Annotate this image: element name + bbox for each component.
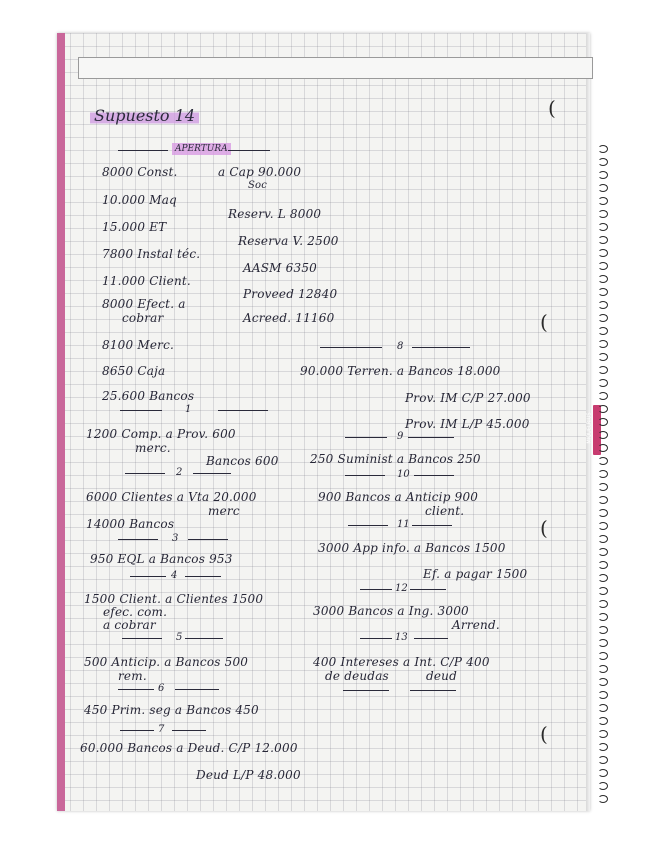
rule-line [412,347,470,348]
spiral-loop [598,379,608,387]
spiral-loop [598,743,608,751]
spiral-loop [598,418,608,426]
entry-line: Soc [248,180,268,191]
entry-number: 11 [397,519,410,530]
spiral-loop [598,717,608,725]
rule-line [414,638,448,639]
rule-line [343,690,389,691]
rule-line [228,150,270,151]
entry-line: 14000 Bancos [86,517,175,531]
rule-line [130,576,166,577]
entry-line: Proveed 12840 [243,287,338,301]
entry-line: 400 Intereses a Int. C/P 400 [313,655,490,669]
entry-line: 11.000 Client. [102,274,191,288]
spiral-loop [598,704,608,712]
rule-line [122,638,162,639]
entry-number: 12 [395,583,408,594]
entry-number: 9 [397,431,404,442]
spiral-loop [598,314,608,322]
entry-line: 8000 Const. [102,165,178,179]
spiral-loop [598,158,608,166]
spiral-loop [598,223,608,231]
rule-line [118,539,158,540]
entry-line: Acreed. 11160 [243,311,335,325]
entry-line: client. [425,504,465,518]
entry-number: 4 [171,570,178,581]
spiral-loop [598,522,608,530]
entry-line: 60.000 Bancos a Deud. C/P 12.000 [80,741,298,755]
spiral-loop [598,756,608,764]
spiral-loop [598,210,608,218]
entry-line: 10.000 Maq [102,193,177,207]
entry-line: 500 Anticip. a Bancos 500 [84,655,249,669]
entry-line: merc. [135,441,171,455]
entry-line: 8000 Efect. a [102,297,186,311]
rule-line [185,638,223,639]
entry-line: 450 Prim. seg a Bancos 450 [84,703,259,717]
entry-line: 3000 App info. a Bancos 1500 [318,541,506,555]
spiral-loop [598,496,608,504]
entry-line: Reserv. L 8000 [228,207,322,221]
spiral-loop [598,678,608,686]
spiral-loop [598,613,608,621]
spiral-loop [598,600,608,608]
spiral-loop [598,470,608,478]
spiral-loop [598,509,608,517]
entry-number: 13 [395,632,408,643]
entry-number: 10 [397,469,410,480]
rule-line [414,475,454,476]
entry-line: 900 Bancos a Anticip 900 [318,490,479,504]
entry-line: Arrend. [452,618,500,632]
entry-line: 250 Suminist a Bancos 250 [310,452,481,466]
spiral-loop [598,353,608,361]
spiral-loop [598,626,608,634]
rule-line [118,150,168,151]
spiral-loop [598,483,608,491]
rule-line [320,347,382,348]
rule-line [175,689,219,690]
spiral-loop [598,197,608,205]
spiral-loop [598,457,608,465]
entry-line: 1200 Comp. a Prov. 600 [86,427,236,441]
entry-line: 6000 Clientes a Vta 20.000 [86,490,257,504]
spiral-loop [598,145,608,153]
page-title: Supuesto 14 [90,106,199,125]
rule-line [120,410,162,411]
entry-line: 8100 Merc. [102,338,175,352]
rule-line [360,589,392,590]
spiral-loop [598,665,608,673]
binder-ring-icon: ( [548,96,556,120]
spiral-loop [598,730,608,738]
spiral-loop [598,171,608,179]
entry-line: rem. [118,669,147,683]
binder-ring-icon: ( [540,516,548,540]
rule-line [348,525,388,526]
rule-line [120,730,154,731]
spiral-loop [598,236,608,244]
spiral-loop [598,782,608,790]
spiral-loop [598,548,608,556]
entry-line: Deud L/P 48.000 [196,768,301,782]
rule-line [412,525,452,526]
entry-line: cobrar [122,311,164,325]
entry-line: 7800 Instal téc. [102,247,201,261]
entry-number: 6 [158,683,165,694]
entry-line: 8650 Caja [102,364,166,378]
spiral-loop [598,561,608,569]
entry-line: Bancos 600 [206,454,279,468]
entry-number: 2 [176,467,183,478]
section-label: APERTURA [172,143,231,155]
rule-line [410,589,446,590]
spiral-loop [598,405,608,413]
entry-line: de deudas [325,669,389,683]
spiral-loop [598,392,608,400]
rule-line [118,689,154,690]
spiral-loop [598,444,608,452]
entry-number: 7 [158,724,165,735]
rule-line [188,539,228,540]
rule-line [193,473,231,474]
rule-line [172,730,206,731]
spiral-loop [598,535,608,543]
entry-line: 90.000 Terren. a Bancos 18.000 [300,364,501,378]
entry-line: Prov. IM C/P 27.000 [405,391,531,405]
spiral-loop [598,184,608,192]
binder-ring-icon: ( [540,310,548,334]
entry-line: 950 EQL a Bancos 953 [90,552,233,566]
entry-line: Prov. IM L/P 45.000 [405,417,530,431]
entry-line: 3000 Bancos a Ing. 3000 [313,604,469,618]
entry-number: 8 [397,341,404,352]
entry-line: efec. com. [103,605,168,619]
entry-line: deud [426,669,457,683]
rule-line [410,690,456,691]
entry-number: 3 [172,533,179,544]
spiral-loop [598,327,608,335]
spiral-loop [598,431,608,439]
spiral-loop [598,652,608,660]
entry-line: 1500 Client. a Clientes 1500 [84,592,264,606]
entry-line: 25.600 Bancos [102,389,195,403]
entry-line: merc [208,504,240,518]
spiral-loop [598,769,608,777]
entry-line: a cobrar [103,618,156,632]
spiral-loop [598,301,608,309]
spiral-loop [598,691,608,699]
rule-line [185,576,221,577]
spiral-loop [598,262,608,270]
binder-ring-icon: ( [540,722,548,746]
rule-line [345,475,385,476]
entry-number: 1 [185,404,192,415]
margin-bar [57,33,65,811]
spiral-loop [598,366,608,374]
spiral-loop [598,574,608,582]
rule-line [218,410,268,411]
spiral-loop [598,587,608,595]
entry-line: a Cap 90.000 [218,165,302,179]
spiral-loop [598,639,608,647]
spiral-loop [598,275,608,283]
rule-line [345,437,387,438]
entry-line: Reserva V. 2500 [238,234,339,248]
spiral-loop [598,340,608,348]
notebook-tab: MIQUELRIUS [593,405,601,455]
entry-number: 5 [176,632,183,643]
spiral-loop [598,249,608,257]
entry-line: Ef. a pagar 1500 [423,567,528,581]
rule-line [125,473,165,474]
spiral-loop [598,795,608,803]
entry-line: AASM 6350 [243,261,317,275]
spiral-loop [598,288,608,296]
rule-line [408,437,454,438]
entry-line: 15.000 ET [102,220,167,234]
header-box [78,57,593,79]
rule-line [360,638,392,639]
